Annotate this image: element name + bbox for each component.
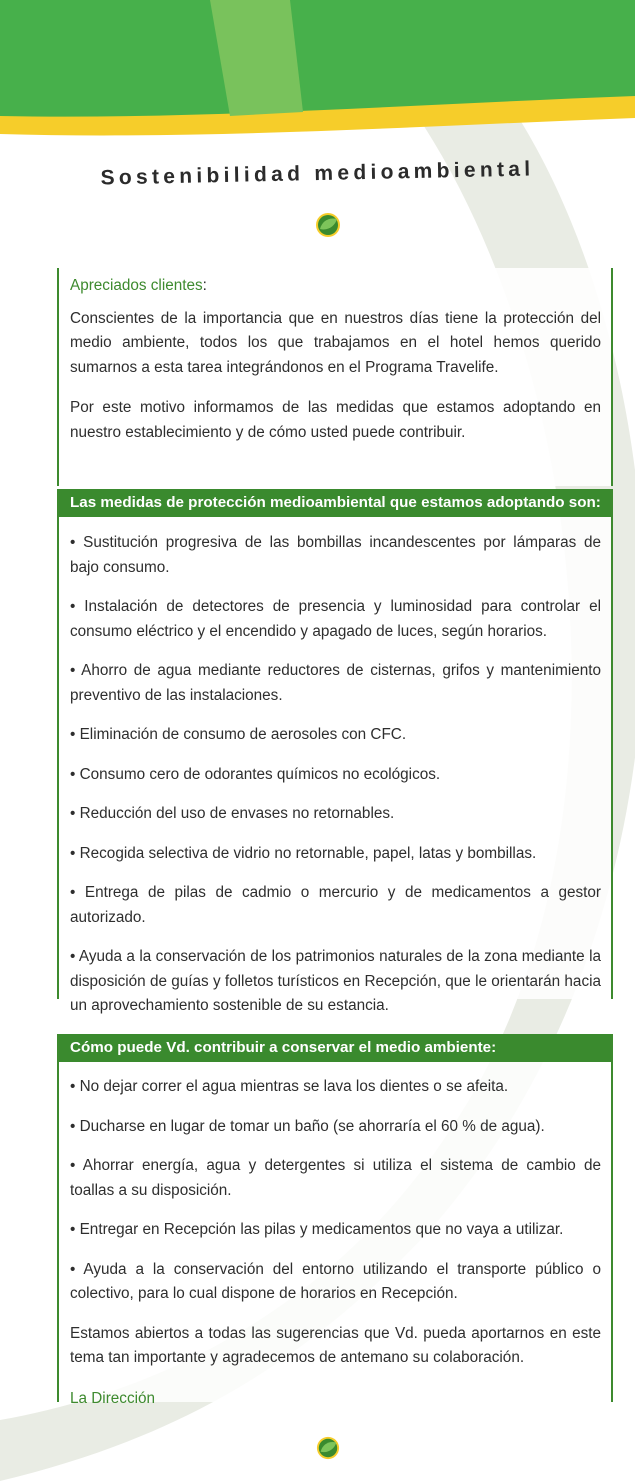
- signature: La Dirección: [70, 1389, 156, 1407]
- intro-paragraph: Por este motivo informamos de las medidas que estamos adoptando en nuestro establecimiento y de cómo usted puede contribuir.: [70, 399, 601, 441]
- greeting-label: Apreciados clientes: [70, 277, 203, 294]
- contribute-panel: [57, 1034, 613, 1407]
- measure-item: • Instalación de detectores de presencia y luminosidad para controlar el consumo eléctrico y el encendido y apagado de luces, según horarios.: [70, 598, 601, 640]
- measure-item: • Ahorro de agua mediante reductores de cisternas, grifos y mantenimiento preventivo de las instalaciones.: [70, 662, 601, 704]
- closing-paragraph: Estamos abiertos a todas las sugerencias que Vd. pueda aportarnos en este tema tan importante y agradecemos de antemano su colaboración.: [70, 1324, 601, 1366]
- measure-item: • Reducción del uso de envases no retornables.: [70, 805, 395, 822]
- measure-item: • Eliminación de consumo de aerosoles con CFC.: [70, 726, 407, 743]
- greeting-colon: :: [202, 277, 207, 294]
- leaf-icon: [315, 212, 341, 238]
- contribute-heading: Cómo puede Vd. contribuir a conservar el medio ambiente:: [59, 1034, 611, 1062]
- measure-item: • Entrega de pilas de cadmio o mercurio y de medicamentos a gestor autorizado.: [70, 884, 601, 926]
- measures-panel: [57, 489, 613, 1014]
- page-title: Sostenibilidad medioambiental: [100, 157, 535, 190]
- contribute-item: • No dejar correr el agua mientras se lava los dientes o se afeita.: [70, 1078, 509, 1095]
- contribute-item: • Entregar en Recepción las pilas y medicamentos que no vaya a utilizar.: [70, 1221, 564, 1238]
- contribute-item: • Ahorrar energía, agua y detergentes si utiliza el sistema de cambio de toallas a su disposición.: [70, 1157, 601, 1199]
- measure-item: • Ayuda a la conservación de los patrimonios naturales de la zona mediante la disposición de guías y folletos turísticos en Recepción, que le orientarán hacia un aprovechamiento sostenible de su estancia.: [70, 948, 601, 1014]
- measure-item: • Consumo cero de odorantes químicos no ecológicos.: [70, 765, 441, 783]
- header-green-band: [0, 0, 635, 117]
- contribute-item: • Ayuda a la conservación del entorno utilizando el transporte público o colectivo, para lo cual dispone de horarios en Recepción.: [70, 1260, 601, 1302]
- intro-panel: [57, 268, 613, 486]
- contribute-item: • Ducharse en lugar de tomar un baño (se ahorraría el 60 % de agua).: [70, 1117, 545, 1135]
- measures-heading: Las medidas de protección medioambiental que estamos adoptando son:: [59, 489, 611, 517]
- intro-paragraph: Conscientes de la importancia que en nuestros días tiene la protección del medio ambiente, todos los que trabajamos en el hotel hemos querido sumarnos a esta tarea integrándonos en el Programa Travelife.: [70, 309, 601, 376]
- measure-item: • Recogida selectiva de vidrio no retornable, papel, latas y bombillas.: [70, 844, 537, 862]
- greeting: [70, 274, 601, 299]
- leaf-icon: [316, 1436, 340, 1460]
- measure-item: • Sustitución progresiva de las bombillas incandescentes por lámparas de bajo consumo.: [70, 534, 601, 576]
